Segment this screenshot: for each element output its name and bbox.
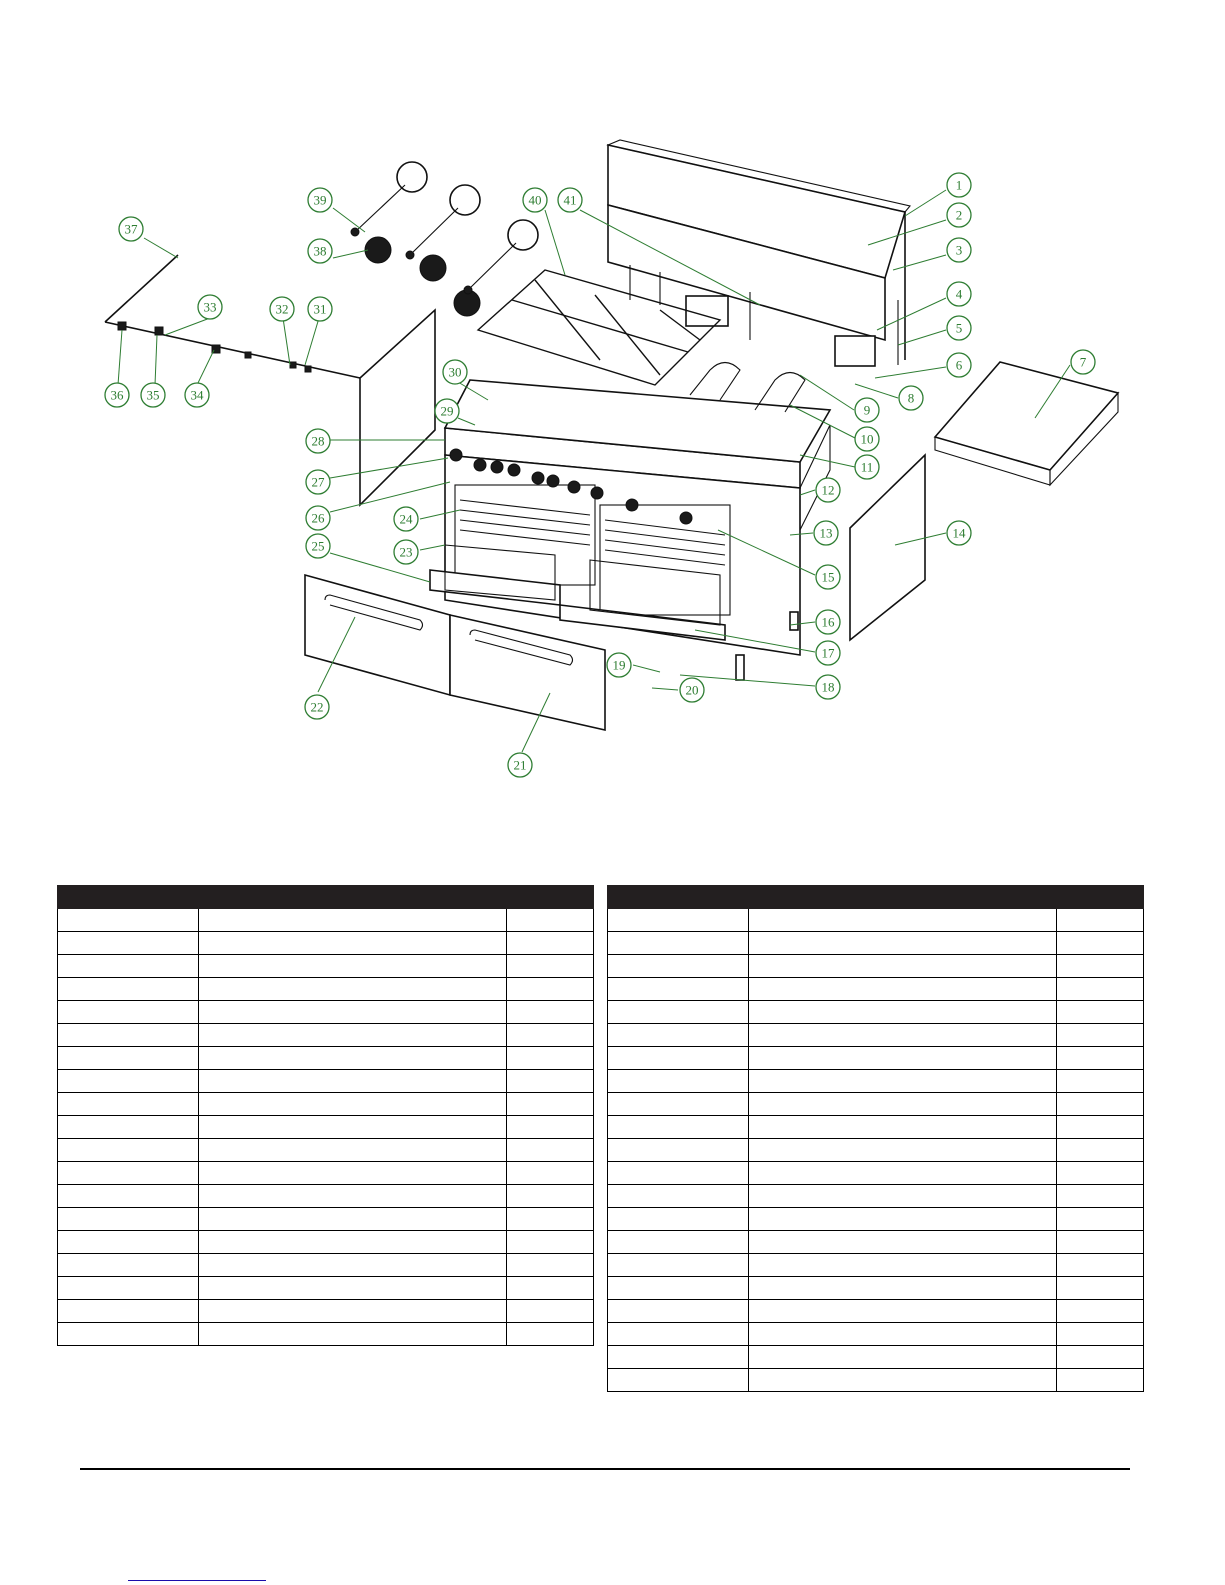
- qty-cell: [506, 955, 593, 978]
- callout-39: [308, 188, 332, 212]
- svg-text:36: 36: [110, 387, 124, 403]
- table-header-bar: [58, 886, 594, 909]
- description-cell: [749, 1024, 1057, 1047]
- qty-cell: [1056, 1254, 1143, 1277]
- item-cell: [58, 1162, 199, 1185]
- item-cell: [58, 1323, 199, 1346]
- qty-cell: [1056, 1208, 1143, 1231]
- callout-27: [306, 470, 330, 494]
- description-cell: [749, 1369, 1057, 1392]
- svg-text:11: 11: [860, 459, 874, 475]
- callout-29: [435, 399, 459, 423]
- parts-table-right-body: [608, 886, 1144, 1392]
- table-row: [58, 909, 594, 932]
- svg-text:20: 20: [685, 682, 699, 698]
- qty-cell: [506, 1047, 593, 1070]
- qty-cell: [506, 1277, 593, 1300]
- qty-cell: [1056, 1185, 1143, 1208]
- description-cell: [199, 1047, 507, 1070]
- svg-text:33: 33: [203, 299, 217, 315]
- table-row: [608, 1231, 1144, 1254]
- qty-cell: [1056, 1001, 1143, 1024]
- svg-text:25: 25: [311, 538, 325, 554]
- qty-cell: [506, 1323, 593, 1346]
- item-cell: [58, 1116, 199, 1139]
- qty-cell: [506, 1070, 593, 1093]
- qty-cell: [506, 1024, 593, 1047]
- item-cell: [58, 1300, 199, 1323]
- callout-26: [306, 506, 330, 530]
- description-cell: [749, 1070, 1057, 1093]
- item-cell: [608, 1323, 749, 1346]
- table-row: [608, 909, 1144, 932]
- callout-34: [185, 383, 209, 407]
- svg-text:19: 19: [612, 657, 626, 673]
- item-cell: [58, 1231, 199, 1254]
- table-row: [608, 1254, 1144, 1277]
- callout-16: [816, 610, 840, 634]
- description-cell: [749, 1323, 1057, 1346]
- qty-cell: [1056, 1024, 1143, 1047]
- callout-10: [855, 427, 879, 451]
- description-cell: [749, 1001, 1057, 1024]
- qty-cell: [1056, 1093, 1143, 1116]
- description-cell: [199, 1093, 507, 1116]
- item-cell: [608, 1024, 749, 1047]
- callout-19: [607, 653, 631, 677]
- description-cell: [199, 909, 507, 932]
- qty-cell: [506, 909, 593, 932]
- table-row: [608, 1024, 1144, 1047]
- item-cell: [58, 1001, 199, 1024]
- table-row: [58, 955, 594, 978]
- callout-30: [443, 360, 467, 384]
- svg-text:18: 18: [821, 679, 835, 695]
- callout-4: [947, 282, 971, 306]
- table-row: [608, 1070, 1144, 1093]
- svg-text:4: 4: [955, 286, 963, 302]
- description-cell: [199, 1323, 507, 1346]
- description-cell: [749, 1093, 1057, 1116]
- description-cell: [749, 1208, 1057, 1231]
- description-cell: [749, 1139, 1057, 1162]
- table-row: [58, 1093, 594, 1116]
- item-cell: [608, 955, 749, 978]
- svg-text:13: 13: [819, 525, 833, 541]
- item-cell: [58, 1139, 199, 1162]
- svg-text:37: 37: [124, 221, 138, 237]
- table-row: [58, 1300, 594, 1323]
- description-cell: [199, 1001, 507, 1024]
- callout-2: [947, 203, 971, 227]
- parts-table-right: [607, 885, 1144, 1392]
- callout-6: [947, 353, 971, 377]
- svg-text:12: 12: [821, 482, 835, 498]
- callout-31: [308, 297, 332, 321]
- description-cell: [199, 978, 507, 1001]
- item-cell: [58, 1277, 199, 1300]
- callout-36: [105, 383, 129, 407]
- table-header-bar: [608, 886, 1144, 909]
- qty-cell: [1056, 1070, 1143, 1093]
- callout-25: [306, 534, 330, 558]
- callout-12: [816, 478, 840, 502]
- description-cell: [199, 955, 507, 978]
- svg-text:21: 21: [513, 757, 527, 773]
- table-row: [58, 1139, 594, 1162]
- table-row: [608, 1139, 1144, 1162]
- description-cell: [199, 1116, 507, 1139]
- table-row: [58, 1001, 594, 1024]
- qty-cell: [506, 1162, 593, 1185]
- table-row: [608, 1300, 1144, 1323]
- item-cell: [608, 1254, 749, 1277]
- qty-cell: [1056, 1300, 1143, 1323]
- svg-text:6: 6: [955, 357, 963, 373]
- qty-cell: [1056, 1162, 1143, 1185]
- table-row: [58, 1116, 594, 1139]
- description-cell: [749, 1185, 1057, 1208]
- qty-cell: [506, 1254, 593, 1277]
- svg-text:28: 28: [311, 433, 325, 449]
- callout-22: [305, 695, 329, 719]
- table-row: [58, 1162, 594, 1185]
- table-row: [608, 1185, 1144, 1208]
- item-cell: [608, 932, 749, 955]
- table-row: [608, 1162, 1144, 1185]
- qty-cell: [1056, 978, 1143, 1001]
- item-cell: [58, 1070, 199, 1093]
- svg-text:27: 27: [311, 474, 325, 490]
- parts-table-left-body: [58, 886, 594, 1346]
- svg-text:17: 17: [821, 645, 835, 661]
- callout-28: [306, 429, 330, 453]
- callout-13: [814, 521, 838, 545]
- description-cell: [749, 978, 1057, 1001]
- svg-text:7: 7: [1079, 354, 1087, 370]
- callout-5: [947, 316, 971, 340]
- qty-cell: [506, 1231, 593, 1254]
- description-cell: [199, 1208, 507, 1231]
- table-row: [58, 932, 594, 955]
- description-cell: [199, 1277, 507, 1300]
- qty-cell: [1056, 955, 1143, 978]
- item-cell: [58, 955, 199, 978]
- description-cell: [749, 1346, 1057, 1369]
- callout-8: [899, 386, 923, 410]
- item-cell: [608, 1093, 749, 1116]
- svg-text:5: 5: [955, 320, 963, 336]
- svg-text:26: 26: [311, 510, 325, 526]
- callout-38: [308, 239, 332, 263]
- svg-text:39: 39: [313, 192, 327, 208]
- svg-text:3: 3: [955, 242, 963, 258]
- svg-text:10: 10: [860, 431, 874, 447]
- item-cell: [608, 1231, 749, 1254]
- callout-7: [1071, 350, 1095, 374]
- description-cell: [199, 1185, 507, 1208]
- table-row: [58, 1323, 594, 1346]
- backsplash: [608, 140, 910, 366]
- griddle-tray: [935, 362, 1118, 485]
- qty-cell: [506, 978, 593, 1001]
- callout-15: [816, 565, 840, 589]
- table-row: [608, 1323, 1144, 1346]
- footer-link-underline[interactable]: [128, 1580, 266, 1581]
- item-cell: [58, 909, 199, 932]
- qty-cell: [1056, 1047, 1143, 1070]
- table-row: [608, 1277, 1144, 1300]
- item-cell: [608, 1116, 749, 1139]
- table-row: [608, 955, 1144, 978]
- table-row: [608, 1116, 1144, 1139]
- callout-40: [523, 188, 547, 212]
- svg-text:15: 15: [821, 569, 835, 585]
- item-cell: [608, 1070, 749, 1093]
- callout-20: [680, 678, 704, 702]
- callout-32: [270, 297, 294, 321]
- callout-11: [855, 455, 879, 479]
- description-cell: [199, 1300, 507, 1323]
- table-row: [608, 1093, 1144, 1116]
- item-cell: [58, 1024, 199, 1047]
- callout-1: [947, 173, 971, 197]
- description-cell: [199, 1231, 507, 1254]
- item-cell: [608, 1369, 749, 1392]
- svg-text:14: 14: [952, 525, 966, 541]
- table-header-cell: [608, 886, 1144, 909]
- callout-23: [394, 540, 418, 564]
- table-row: [608, 1047, 1144, 1070]
- qty-cell: [1056, 909, 1143, 932]
- callout-41: [558, 188, 582, 212]
- table-row: [58, 1185, 594, 1208]
- qty-cell: [1056, 1346, 1143, 1369]
- svg-text:32: 32: [275, 301, 289, 317]
- qty-cell: [506, 1093, 593, 1116]
- table-row: [58, 978, 594, 1001]
- callout-37: [119, 217, 143, 241]
- item-cell: [608, 1047, 749, 1070]
- description-cell: [749, 1047, 1057, 1070]
- item-cell: [608, 1001, 749, 1024]
- svg-text:40: 40: [528, 192, 542, 208]
- item-cell: [608, 1300, 749, 1323]
- callout-24: [394, 507, 418, 531]
- qty-cell: [506, 1300, 593, 1323]
- table-row: [608, 1208, 1144, 1231]
- qty-cell: [1056, 1231, 1143, 1254]
- qty-cell: [1056, 932, 1143, 955]
- description-cell: [749, 932, 1057, 955]
- table-header-cell: [58, 886, 594, 909]
- callout-3: [947, 238, 971, 262]
- description-cell: [749, 1231, 1057, 1254]
- svg-text:23: 23: [399, 544, 413, 560]
- footer-divider: [80, 1468, 1130, 1470]
- parts-table-left: [57, 885, 594, 1346]
- item-cell: [608, 1346, 749, 1369]
- qty-cell: [506, 932, 593, 955]
- svg-text:22: 22: [310, 699, 324, 715]
- table-row: [58, 1208, 594, 1231]
- callout-14: [947, 521, 971, 545]
- item-cell: [608, 1277, 749, 1300]
- svg-text:9: 9: [863, 402, 871, 418]
- svg-text:30: 30: [448, 364, 462, 380]
- burner-grates: [478, 270, 720, 385]
- item-cell: [58, 1093, 199, 1116]
- item-cell: [608, 1162, 749, 1185]
- description-cell: [199, 1024, 507, 1047]
- item-cell: [608, 909, 749, 932]
- table-row: [608, 1001, 1144, 1024]
- burners: [351, 162, 538, 316]
- description-cell: [749, 909, 1057, 932]
- table-row: [608, 1369, 1144, 1392]
- item-cell: [608, 1208, 749, 1231]
- table-row: [608, 978, 1144, 1001]
- callout-21: [508, 753, 532, 777]
- svg-text:24: 24: [399, 511, 413, 527]
- qty-cell: [506, 1185, 593, 1208]
- svg-text:1: 1: [955, 177, 963, 193]
- description-cell: [199, 1139, 507, 1162]
- qty-cell: [1056, 1116, 1143, 1139]
- range-body: [430, 380, 830, 655]
- description-cell: [749, 1116, 1057, 1139]
- svg-text:16: 16: [821, 614, 835, 630]
- callout-17: [816, 641, 840, 665]
- description-cell: [199, 1254, 507, 1277]
- svg-text:41: 41: [563, 192, 577, 208]
- svg-text:34: 34: [190, 387, 204, 403]
- description-cell: [749, 1254, 1057, 1277]
- item-cell: [58, 1185, 199, 1208]
- item-cell: [58, 1047, 199, 1070]
- item-cell: [58, 1208, 199, 1231]
- svg-text:31: 31: [313, 301, 327, 317]
- qty-cell: [506, 1139, 593, 1162]
- callout-33: [198, 295, 222, 319]
- item-cell: [58, 932, 199, 955]
- callout-35: [141, 383, 165, 407]
- callout-9: [855, 398, 879, 422]
- svg-text:29: 29: [440, 403, 454, 419]
- qty-cell: [506, 1208, 593, 1231]
- item-cell: [58, 978, 199, 1001]
- table-row: [58, 1070, 594, 1093]
- description-cell: [199, 1162, 507, 1185]
- qty-cell: [1056, 1277, 1143, 1300]
- qty-cell: [1056, 1369, 1143, 1392]
- table-row: [58, 1277, 594, 1300]
- description-cell: [749, 1300, 1057, 1323]
- svg-text:35: 35: [146, 387, 160, 403]
- table-row: [608, 1346, 1144, 1369]
- table-row: [608, 932, 1144, 955]
- item-cell: [608, 978, 749, 1001]
- table-row: [58, 1024, 594, 1047]
- table-row: [58, 1047, 594, 1070]
- description-cell: [749, 1162, 1057, 1185]
- svg-text:2: 2: [955, 207, 963, 223]
- description-cell: [749, 1277, 1057, 1300]
- description-cell: [749, 955, 1057, 978]
- qty-cell: [506, 1116, 593, 1139]
- description-cell: [199, 932, 507, 955]
- qty-cell: [1056, 1323, 1143, 1346]
- table-row: [58, 1231, 594, 1254]
- item-cell: [58, 1254, 199, 1277]
- table-row: [58, 1254, 594, 1277]
- callout-18: [816, 675, 840, 699]
- item-cell: [608, 1139, 749, 1162]
- item-cell: [608, 1185, 749, 1208]
- qty-cell: [1056, 1139, 1143, 1162]
- svg-text:38: 38: [313, 243, 327, 259]
- description-cell: [199, 1070, 507, 1093]
- svg-text:8: 8: [907, 390, 915, 406]
- qty-cell: [506, 1001, 593, 1024]
